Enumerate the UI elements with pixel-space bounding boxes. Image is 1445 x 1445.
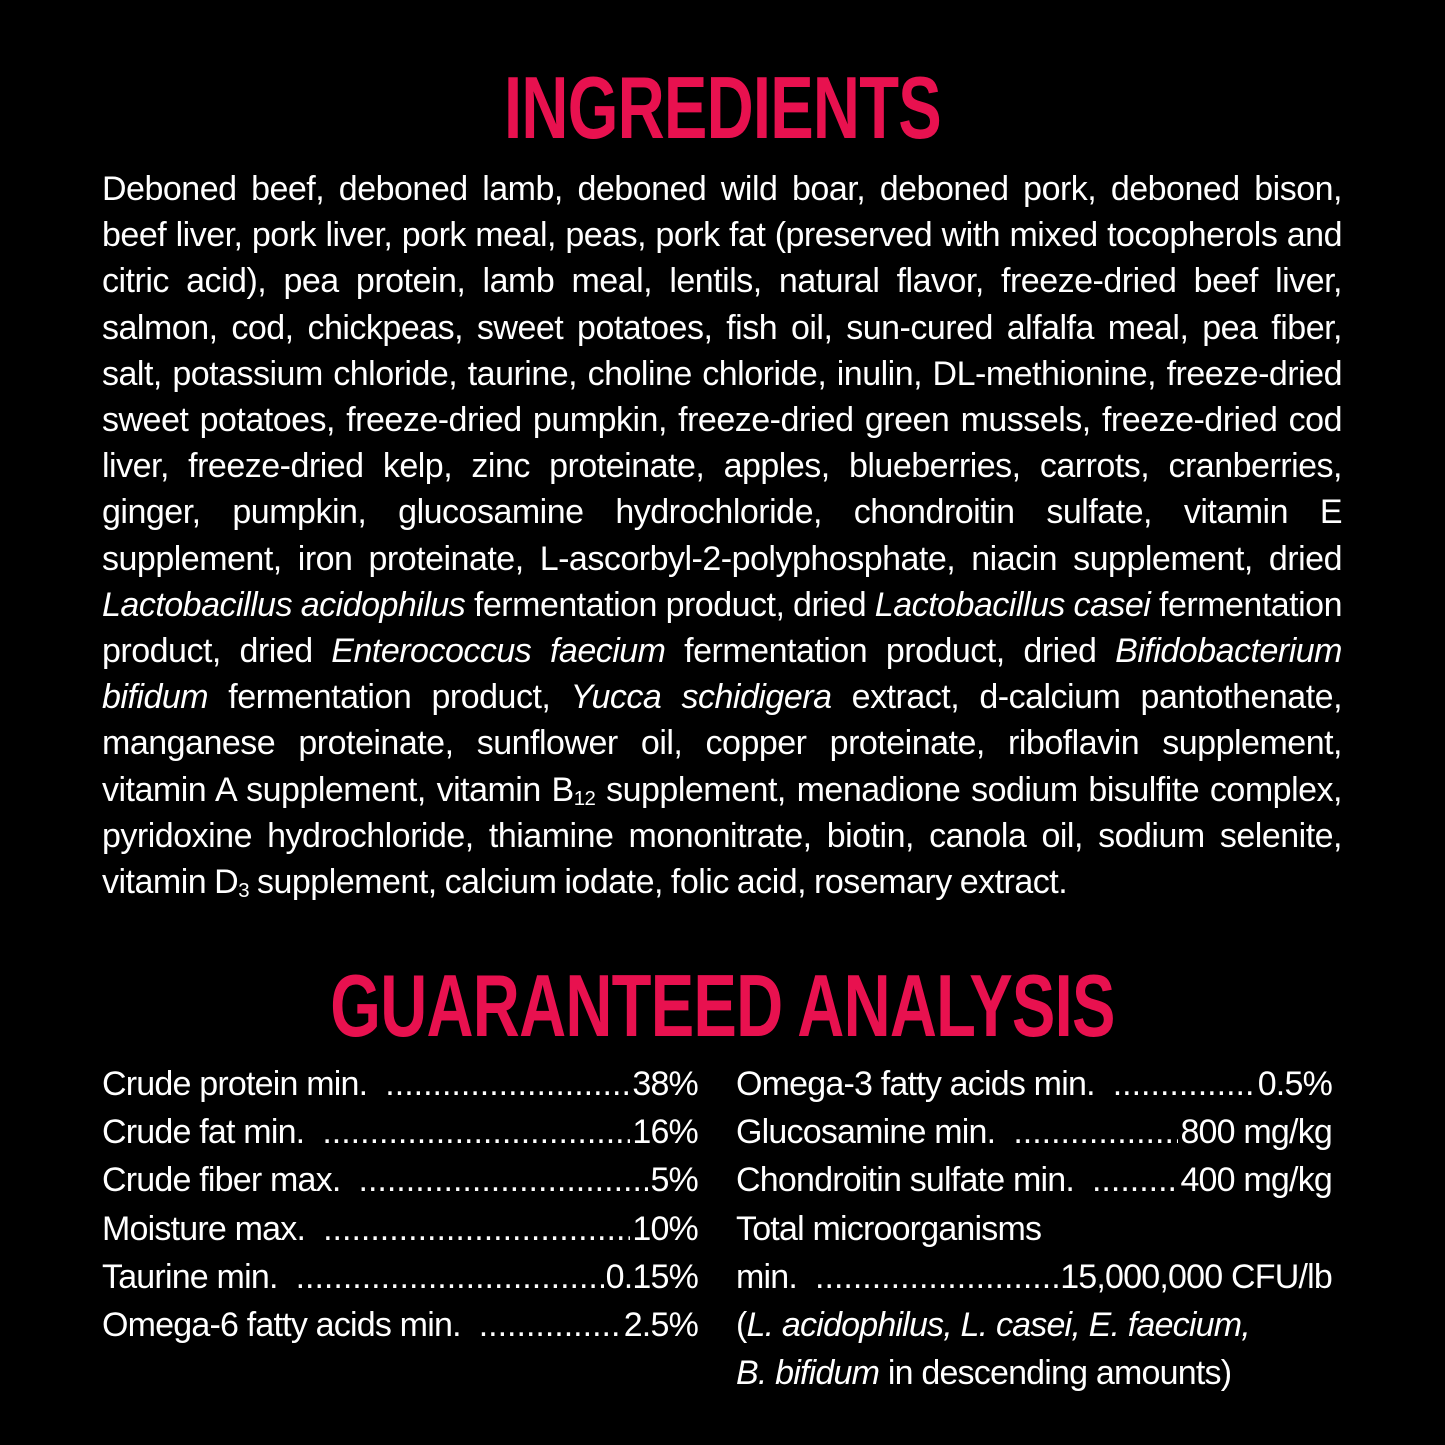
note-text: in descending amounts) xyxy=(879,1354,1232,1393)
dot-leader xyxy=(359,1156,649,1204)
analysis-right-column xyxy=(736,1060,1332,1397)
dot-leader xyxy=(1113,1060,1256,1108)
dot-leader xyxy=(322,1108,630,1156)
analysis-label: Chondroitin sulfate min. xyxy=(736,1161,1074,1200)
analysis-row xyxy=(102,1060,698,1108)
subscript: 12 xyxy=(573,787,596,810)
analysis-row xyxy=(102,1108,698,1156)
microorganisms-note-line2 xyxy=(736,1349,1332,1397)
analysis-row xyxy=(736,1253,1332,1301)
analysis-label: Omega-6 fatty acids min. xyxy=(102,1305,461,1344)
note-italic: L. acidophilus, L. casei, E. faecium, xyxy=(746,1305,1250,1344)
ingredients-part: fermentation product, dried xyxy=(102,585,1342,671)
microorganisms-heading: Total microorganisms xyxy=(736,1209,1042,1248)
ingredients-part: supplement, menadione sodium bisulfite complex, pyridoxine hydrochloride, thiamine mononitrate, biotin, canola oil, sodium selenite, vitamin D xyxy=(102,770,1342,902)
analysis-row xyxy=(102,1156,698,1204)
dot-leader xyxy=(1013,1108,1178,1156)
analysis-value: 800 mg/kg xyxy=(1180,1113,1332,1152)
analysis-label: Taurine min. xyxy=(102,1257,278,1296)
note-paren: ( xyxy=(736,1305,747,1344)
analysis-label: Moisture max. xyxy=(102,1209,306,1248)
dot-leader xyxy=(1092,1156,1178,1204)
ingredients-part: fermentation product, dried xyxy=(665,632,1116,671)
analysis-row xyxy=(102,1253,698,1301)
ingredients-italic: Lactobacillus acidophilus xyxy=(102,585,466,624)
analysis-row xyxy=(736,1060,1332,1108)
analysis-label: Glucosamine min. xyxy=(736,1113,996,1152)
ingredients-part: Deboned beef, deboned lamb, deboned wild boar, deboned pork, deboned bison, beef liver, pork liver, pork meal, peas, pork fat (preserved with mixed tocopherols and citric acid), pea protein, lamb meal, lentils, natural flavor, freeze-dried beef liver, salmon, cod, chickpeas, sweet potatoes, fish oil, sun-cured alfalfa meal, pea fiber, salt, potassium chloride, taurine, choline chloride, inulin, DL-methionine, freeze-dried sweet potatoes, freeze-dried pumpkin, freeze-dried green mussels, freeze-dried cod liver, freeze-dried kelp, zinc proteinate, apples, blueberries, carrots, cranberries, ginger, pumpkin, glucosamine hydrochloride, chondroitin sulfate, vitamin E supplement, iron proteinate, L-ascorbyl-2-polyphosphate, niacin supplement, dried xyxy=(102,170,1342,578)
analysis-row xyxy=(102,1205,698,1253)
ingredients-part: fermentation product, xyxy=(208,678,571,717)
dot-leader xyxy=(385,1060,630,1108)
analysis-value: 0.5% xyxy=(1257,1065,1332,1103)
analysis-label: Omega-3 fatty acids min. xyxy=(736,1065,1095,1103)
analysis-value: 2.5% xyxy=(623,1305,698,1344)
analysis-value: 15,000,000 CFU/lb xyxy=(1060,1257,1332,1296)
analysis-label: min. xyxy=(736,1257,798,1296)
analysis-value: 0.15% xyxy=(605,1257,698,1296)
microorganisms-note-line1 xyxy=(736,1301,1332,1349)
analysis-left-column xyxy=(102,1060,698,1349)
ingredients-italic: Bifidobacterium bifidum xyxy=(102,632,1342,717)
guaranteed-analysis-title: GUARANTEED ANALYSIS xyxy=(330,956,1115,1055)
dot-leader xyxy=(296,1253,604,1301)
ingredients-italic: Yucca schidigera xyxy=(570,678,832,717)
analysis-label: Crude fiber max. xyxy=(102,1161,341,1200)
analysis-value: 5% xyxy=(650,1161,698,1200)
analysis-value: 16% xyxy=(632,1113,698,1152)
subscript: 3 xyxy=(238,880,250,903)
analysis-row xyxy=(102,1301,698,1349)
analysis-label: Crude fat min. xyxy=(102,1113,305,1152)
ingredients-part: supplement, calcium iodate, folic acid, rosemary extract. xyxy=(249,863,1068,902)
analysis-value: 400 mg/kg xyxy=(1180,1161,1332,1200)
analysis-value: 38% xyxy=(632,1065,698,1103)
ingredients-text xyxy=(102,166,1342,905)
ingredients-part: extract, d-calcium pantothenate, manganese proteinate, sunflower oil, copper proteinate, riboflavin supplement, vitamin A supplement, vitamin B xyxy=(102,678,1343,809)
analysis-value: 10% xyxy=(632,1209,698,1248)
analysis-row xyxy=(736,1108,1332,1156)
note-italic: B. bifidum xyxy=(736,1354,880,1393)
dot-leader xyxy=(815,1253,1058,1301)
ingredients-italic: Enterococcus faecium xyxy=(331,632,666,671)
analysis-label: Crude protein min. xyxy=(102,1065,368,1103)
ingredients-part: fermentation product, dried xyxy=(465,585,875,624)
ingredients-italic: Lactobacillus casei xyxy=(874,585,1151,624)
analysis-row xyxy=(736,1156,1332,1204)
dot-leader xyxy=(479,1301,622,1349)
dot-leader xyxy=(323,1205,630,1253)
ingredients-title: INGREDIENTS xyxy=(504,58,941,157)
